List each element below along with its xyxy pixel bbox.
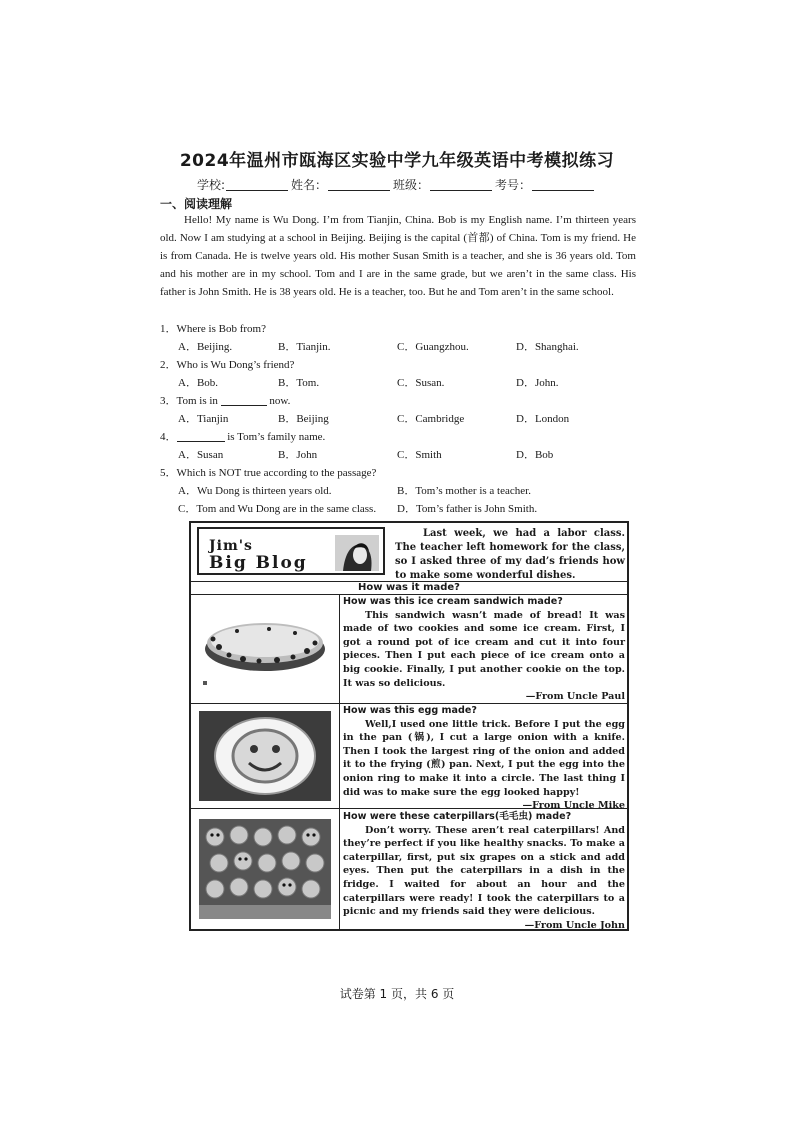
grape-caterpillars-picture bbox=[199, 819, 331, 919]
exam-number-label: 考号： bbox=[495, 178, 532, 192]
question-text: Where is Bob from? bbox=[176, 323, 266, 335]
class-blank[interactable] bbox=[430, 178, 492, 191]
option-b[interactable]: B．Beijing bbox=[278, 413, 329, 425]
question-text: Which is NOT true according to the passage? bbox=[176, 467, 377, 479]
option-c[interactable]: C．Cambridge bbox=[397, 413, 465, 425]
school-blank[interactable] bbox=[226, 178, 288, 191]
blog-title-box bbox=[197, 527, 385, 575]
blog-heading: How was it made? bbox=[358, 582, 460, 593]
section-title: 一、阅读理解 bbox=[160, 197, 233, 211]
option-a[interactable]: A．Bob. bbox=[178, 377, 219, 389]
name-label: 姓名： bbox=[291, 178, 328, 192]
question-text: Tom is in bbox=[176, 395, 218, 407]
blogger-photo bbox=[335, 535, 379, 571]
jims-big-blog bbox=[189, 521, 629, 931]
option-a[interactable]: A．Susan bbox=[178, 449, 224, 461]
ice-cream-sandwich-picture bbox=[199, 603, 331, 689]
class-label: 班级： bbox=[393, 178, 430, 192]
entry-author: —From Uncle John bbox=[524, 919, 625, 931]
option-b[interactable]: B．Tom’s mother is a teacher. bbox=[397, 485, 531, 497]
option-d[interactable]: D．London bbox=[516, 413, 570, 425]
passage-text: Hello! My name is Wu Dong. I’m from Tianjin, China. Bob is my English name. I’m thirteen years old. Now I am studying at a school in Beijing. Beijing is the capital (首都) of China. Tom is my friend. He is from Canada. He is twelve years old. His mother Susan Smith is a teacher, and she is 36 years old. Tom and his mother are in my school. Tom and I are in the same grade, but we aren’t in the same class. His father is John Smith. He is 38 years old. He is a teacher, too. But he and Tom aren’t in the same school. bbox=[160, 214, 636, 299]
entry-body bbox=[343, 824, 625, 919]
question-1 bbox=[160, 320, 266, 336]
smiley-egg-picture bbox=[199, 711, 331, 801]
exam-number-blank[interactable] bbox=[532, 178, 594, 191]
exam-title: 2024年温州市瓯海区实验中学九年级英语中考模拟练习 bbox=[179, 151, 615, 171]
question-number: 5． bbox=[160, 467, 177, 479]
question-2 bbox=[160, 356, 294, 372]
entry-body bbox=[343, 609, 625, 691]
option-b[interactable]: B．John bbox=[278, 449, 318, 461]
blog-entry-egg bbox=[343, 704, 625, 813]
blog-intro bbox=[395, 527, 625, 583]
answer-blank[interactable] bbox=[221, 394, 267, 406]
question-3 bbox=[160, 392, 290, 408]
entry-body-text: Well,I used one little trick. Before I put the egg in the pan (锅), I cut a large onion with a knife. Then I took the largest ring of the onion and added it to the frying (煎) pan. Next, I put the egg into the onion ring to make it into a circle. The last thing I did was to make sure the egg looked happy! bbox=[343, 718, 625, 798]
option-c[interactable]: C．Susan. bbox=[397, 377, 445, 389]
column-divider bbox=[339, 594, 340, 929]
option-a[interactable]: A．Beijing. bbox=[178, 341, 233, 353]
option-c[interactable]: C．Tom and Wu Dong are in the same class. bbox=[178, 503, 377, 515]
option-a[interactable]: A．Tianjin bbox=[178, 413, 229, 425]
option-b[interactable]: B．Tianjin. bbox=[278, 341, 331, 353]
option-d[interactable]: D．Shanghai. bbox=[516, 341, 579, 353]
question-5 bbox=[160, 464, 376, 480]
question-number: 3． bbox=[160, 395, 177, 407]
entry-question: How were these caterpillars(毛毛虫) made? bbox=[343, 811, 572, 822]
entry-question: How was this ice cream sandwich made? bbox=[343, 596, 563, 607]
question-number: 4． bbox=[160, 431, 177, 443]
entry-body-text: Don’t worry. These aren’t real caterpillars! And they’re perfect if you like healthy snacks. To make a caterpillar, first, put six grapes on a stick and add eyes. Then put the caterpillars in a dish in the fridge. I waited for about an hour and the caterpillars were ready! I took the caterpillars to a picnic and my friends said they were delicious. bbox=[343, 824, 625, 918]
page-footer: 试卷第 1 页，共 6 页 bbox=[339, 987, 455, 1001]
entry-body-text: This sandwich wasn’t made of bread! It was made of two cookies and some ice cream. First, I got a round pot of ice cream and cut it into four pieces. Then I put each piece of ice cream onto a big cookie. Finally, I put another cookie on the top. It was so delicious. bbox=[343, 609, 625, 689]
school-label: 学校: bbox=[196, 178, 225, 192]
question-text-end: now. bbox=[269, 395, 291, 407]
question-text: is Tom’s family name. bbox=[227, 431, 326, 443]
question-text: Who is Wu Dong’s friend? bbox=[176, 359, 295, 371]
question-number: 1． bbox=[160, 323, 177, 335]
option-c[interactable]: C．Smith bbox=[397, 449, 442, 461]
entry-question: How was this egg made? bbox=[343, 705, 477, 716]
entry-body bbox=[343, 718, 625, 800]
option-d[interactable]: D．John. bbox=[516, 377, 559, 389]
student-info-line bbox=[0, 176, 794, 193]
blog-header bbox=[191, 523, 627, 581]
option-a[interactable]: A．Wu Dong is thirteen years old. bbox=[178, 485, 332, 497]
entry-author: —From Uncle Paul bbox=[525, 691, 625, 703]
name-blank[interactable] bbox=[328, 178, 390, 191]
option-b[interactable]: B．Tom. bbox=[278, 377, 320, 389]
blog-title-line1: Jim's bbox=[209, 538, 253, 554]
answer-blank[interactable] bbox=[177, 430, 225, 442]
option-c[interactable]: C．Guangzhou. bbox=[397, 341, 469, 353]
question-number: 2． bbox=[160, 359, 177, 371]
reading-passage bbox=[160, 211, 636, 301]
option-d[interactable]: D．Tom’s father is John Smith. bbox=[397, 503, 538, 515]
blog-entry-ice-cream bbox=[343, 595, 625, 704]
blog-entry-caterpillars bbox=[343, 810, 625, 932]
option-d[interactable]: D．Bob bbox=[516, 449, 554, 461]
blog-title-line2: Big Blog bbox=[209, 553, 308, 573]
entry-author: —From Uncle Mike bbox=[522, 800, 625, 812]
blog-intro-text: Last week, we had a labor class. The teacher left homework for the class, so I asked three of my dad’s friends how to make some wonderful dishes. bbox=[395, 528, 625, 581]
question-4 bbox=[160, 428, 325, 444]
